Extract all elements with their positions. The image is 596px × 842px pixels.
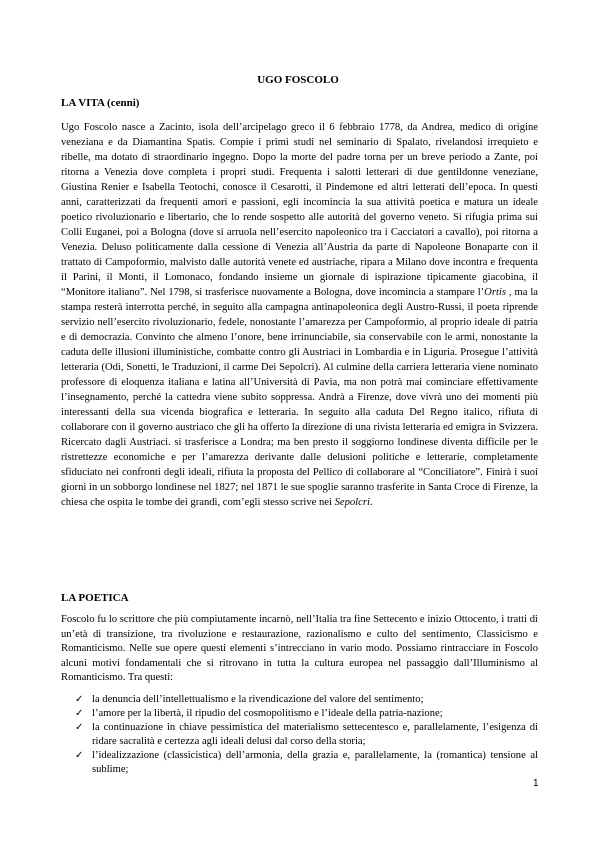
ortis-title: Ortis <box>484 287 506 298</box>
list-item-text: l’amore per la libertà, il ripudio del cosmopolitismo e l’ideale della patria-nazione; <box>92 708 443 719</box>
list-item <box>61 749 538 777</box>
paragraph-vita <box>61 120 538 510</box>
section-heading-poetica: LA POETICA <box>61 592 129 604</box>
list-item-text: l’idealizzazione (classicistica) dell’armonia, della grazia e, parallelamente, la (romantica) tensione al sublime; <box>92 750 538 775</box>
check-icon: ✓ <box>75 708 84 719</box>
paragraph-poetica: Foscolo fu lo scrittore che più compiutamente incarnò, nell’Italia tra fine Settecento e inizio Ottocento, i tratti di un’età di transizione, tra rivoluzione e restaurazione, razionalismo e culto del sentimento, Classicismo e Romanticismo. Nelle sue opere questi elementi s’intrecciano in vario modo. Possiamo rintracciare in Foscolo alcuni motivi fondamentali che si ritrovano in tutta la cultura europea nel passaggio dall’Illuminismo al Romanticismo. Tra questi: <box>61 614 538 683</box>
vita-text-end: . <box>369 497 373 508</box>
section-heading-vita: LA VITA (cenni) <box>61 97 140 109</box>
list-item-text: la denuncia dell’intellettualismo e la rivendicazione del valore del sentimento; <box>92 694 424 705</box>
vita-text-part2: , ma la stampa resterà interrotta perché, in seguito alla campagna antinapoleonica degli Austro-Russi, il poeta riprende servizio nell’esercito rivoluzionario, fedele, nonostante l’amarezza per Campoformio, al proprio ideale di patria e di democrazia. Convinto che almeno l’onore, bene irrinunciabile, sia conservabile con le armi, nonostante la caduta delle illusioni illuministiche, combatte contro gli Austriaci in Lombardia e in Liguria. Prosegue l’attività letteraria (Odi, Sonetti, le Traduzioni, il carme Dei Sepolcri). Al culmine della carriera letteraria viene nominato professore di eloquenza italiana e latina all’Università di Pavia, ma non potrà mai cominciare effettivamente l’insegnamento, perché la cattedra viene subito soppressa. Andrà a Firenze, dove vivrà uno dei momenti più interessanti della sua vicenda biografica e letteraria. In seguito alla caduta Del Regno italico, rifiuta di collaborare con il governo austriaco che gli ha offerto la direzione di una rivista letteraria ed emigra in Svizzera. Ricercato dagli Austriaci. si trasferisce a Londra; ma ben presto il soggiorno londinese diventa difficile per le ristrettezze economiche e per l’amarezza derivante dalle delusioni politiche e letterarie, completamente sfiduciato nei confronti degli ideali, rifiuta la proposta del Pellico di collaborare al “Conciliatore”. Finirà i suoi giorni in un sobborgo londinese nel 1827; nel 1871 le sue spoglie saranno trasferite in Santa Croce di Firenze, la chiesa che ospita le tombe dei grandi, com’egli stesso scrive nei <box>61 287 538 508</box>
list-item <box>61 707 538 721</box>
list-item <box>61 693 538 707</box>
check-icon: ✓ <box>75 722 84 733</box>
check-icon: ✓ <box>75 750 84 761</box>
motivi-list <box>61 693 538 777</box>
sepolcri-title: Sepolcri <box>334 497 370 508</box>
check-icon: ✓ <box>75 694 84 705</box>
list-item-text: la continuazione in chiave pessimistica del materialismo settecentesco e, parallelamente, l’esigenza di ridare sacralità e certezza agli ideali delusi dal corso della storia; <box>92 722 538 747</box>
page-number: 1 <box>533 778 539 789</box>
page-title: UGO FOSCOLO <box>257 74 339 86</box>
list-item <box>61 721 538 749</box>
vita-text-part1: Ugo Foscolo nasce a Zacinto, isola dell’arcipelago greco il 6 febbraio 1778, da Andrea, medico di origine veneziana e da Diamantina Spatis. Compie i primi studi nel seminario di Spalato, rivelandosi irrequieto e ribelle, ma dotato di straordinario ingegno. Dopo la morte del padre torna per un breve periodo a Zante, poi ritorna a Venezia dove completa i propri studi. Frequenta i salotti letterari di due gentildonne veneziane, Giustina Renier e Isabella Teotochi, conosce il Cesarotti, il Pindemone ed altri letterati dell’epoca. In questi anni, caratterizzati da frequenti amori e passioni, egli incomincia la sua attività poetica e matura un ideale poetico rivoluzionario e libertario, che lo rende sospetto alle autorità del governo veneto. Si rifugia prima sui Colli Euganei, poi a Bologna (dove si arruola nell’esercito napoleonico tra i Cacciatori a cavallo), poi ritorna a Venezia. Deluso politicamente dalla cessione di Venezia all’Austria da parte di Napoleone Bonaparte con il trattato di Campoformio, malvisto dalle autorità venete ed austriache, ripara a Milano dove incontra e frequenta il Parini, il Monti, il Lomonaco, fondando insieme un giornale di ispirazione tipicamente giacobina, il “Monitore italiano”. Nel 1798, si trasferisce nuovamente a Bologna, dove incomincia a stampare l’ <box>61 122 538 298</box>
